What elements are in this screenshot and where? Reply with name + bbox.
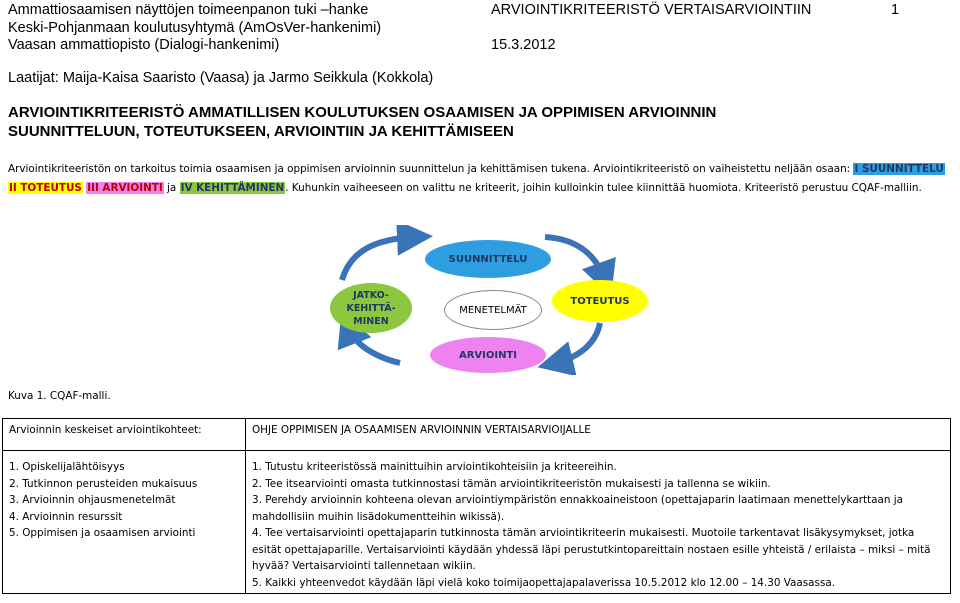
document-date: 15.3.2012 [491,37,556,53]
list-item: 3. Arvioinnin ohjausmenetelmät [9,494,176,506]
evaluation-label: ARVIOINTI [458,349,518,361]
evaluation-node [430,337,546,373]
intro-paragraph [8,160,956,197]
list-item: 4. Arvioinnin resurssit [9,510,123,523]
implementation-label: TOTEUTUS [570,295,630,307]
intro-conjunction: ja [163,181,180,194]
intro-text-1: Arviointikriteeristön on tarkoitus toimia osaamisen ja oppimisen arvioinnin suunnittelun ja kehittämisen tukena. Arviointikriteeristö on vaiheistettu neljään osaan: [8,163,854,175]
left-header-cell [3,419,246,451]
left-header: Arvioinnin keskeiset arviointikohteet: [9,424,202,436]
right-header: OHJE OPPIMISEN JA OSAAMISEN ARVIOINNIN VERTAISARVIOIJALLE [252,424,591,436]
document-type: ARVIOINTIKRITEERISTÖ VERTAISARVIOINTIIN [491,2,812,18]
right-body-cell [246,451,951,594]
planning-label: SUUNNITTELU [448,253,528,265]
list-item: 1. Tutustu kriteeristössä mainittuihin arviointikohteisiin ja kriteereihin. [252,461,617,473]
list-item: 1. Opiskelijalähtöisyys [9,461,125,473]
arrow-top-left [342,237,415,280]
list-item: 2. Tee itsearviointi omasta tutkinnostasi tämän arviointikriteeristön mukaisesti ja tallenna se wikiin. [252,477,771,490]
authors: Laatijat: Maija-Kaisa Saaristo (Vaasa) ja Jarmo Seikkula (Kokkola) [8,70,434,86]
planning-node [425,240,551,278]
criteria-table [2,418,951,594]
phase-implementation-highlight: II TOTEUTUS [9,181,82,194]
methods-label: MENETELMÄT [459,304,527,316]
list-item: 5. Oppimisen ja osaamisen arviointi [9,527,196,539]
project-name: Ammattiosaamisen näyttöjen toimeenpanon tuki –hanke [8,2,369,18]
page-title-line-2: SUUNNITTELUUN, TOTEUTUKSEEN, ARVIOINTIIN JA KEHITTÄMISEEN [8,123,514,140]
list-item: 5. Kaikki yhteenvedot käydään läpi vielä koko toimijaopettajapalaverissa 10.5.2012 klo 12.00 – 14.30 Vaasassa. [252,576,836,589]
instructions-list [252,459,944,591]
phase-development-highlight: IV KEHITTÄMINEN [180,181,285,194]
evaluation-targets-list [9,459,239,542]
page-number: 1 [891,2,900,18]
organization-1: Keski-Pohjanmaan koulutusyhtymä (AmOsVer-hankenimi) [8,20,382,36]
left-body-cell [3,451,246,594]
phase-planning-highlight: I SUUNNITTELU [854,163,944,175]
organization-2: Vaasan ammattiopisto (Dialogi-hankenimi) [8,37,280,53]
list-item: 3. Perehdy arvioinnin kohteena olevan arviointiympäristön ennakkoaineistoon (opettajaparin laatimaan menettelykarttaan ja mahdollisiin muihin lisädokumentteihin wikissä). [252,494,904,523]
intro-text-2: . Kuhunkin vaiheeseen on valittu ne kriteerit, joihin kulloinkin tulee kiinnittää huomiota. Kriteeristö perustuu CQAF-malliin. [285,181,922,194]
list-item: 2. Tutkinnon perusteiden mukaisuus [9,477,198,490]
development-node [330,283,412,333]
implementation-node [552,280,648,322]
arrow-bottom-right [555,323,600,363]
page-title-line-1: ARVIOINTIKRITEERISTÖ AMMATILLISEN KOULUTUKSEN OSAAMISEN JA OPPIMISEN ARVIOINNIN [8,104,717,121]
phase-evaluation-highlight: III ARVIOINTI [87,181,163,194]
right-header-cell [246,419,951,451]
arrow-top-right [545,237,605,280]
methods-node [444,290,542,330]
figure-caption: Kuva 1. CQAF-malli. [8,390,111,402]
development-label: JATKO- KEHITTÄ- MINEN [346,289,396,327]
list-item: 4. Tee vertaisarviointi opettajaparin tutkinnosta tämän arviointikriteerin mukaisesti. Muotoile tarkentavat lisäkysymykset, jotka esität opettajaparille. Vertaisarviointi käydään yhdessä läpi perustutkintopareittain nostaen esille yhteistä / erilaista – miksi – mitä hyvää? Vertaisarviointi tallennetaan wikiin. [252,527,931,572]
